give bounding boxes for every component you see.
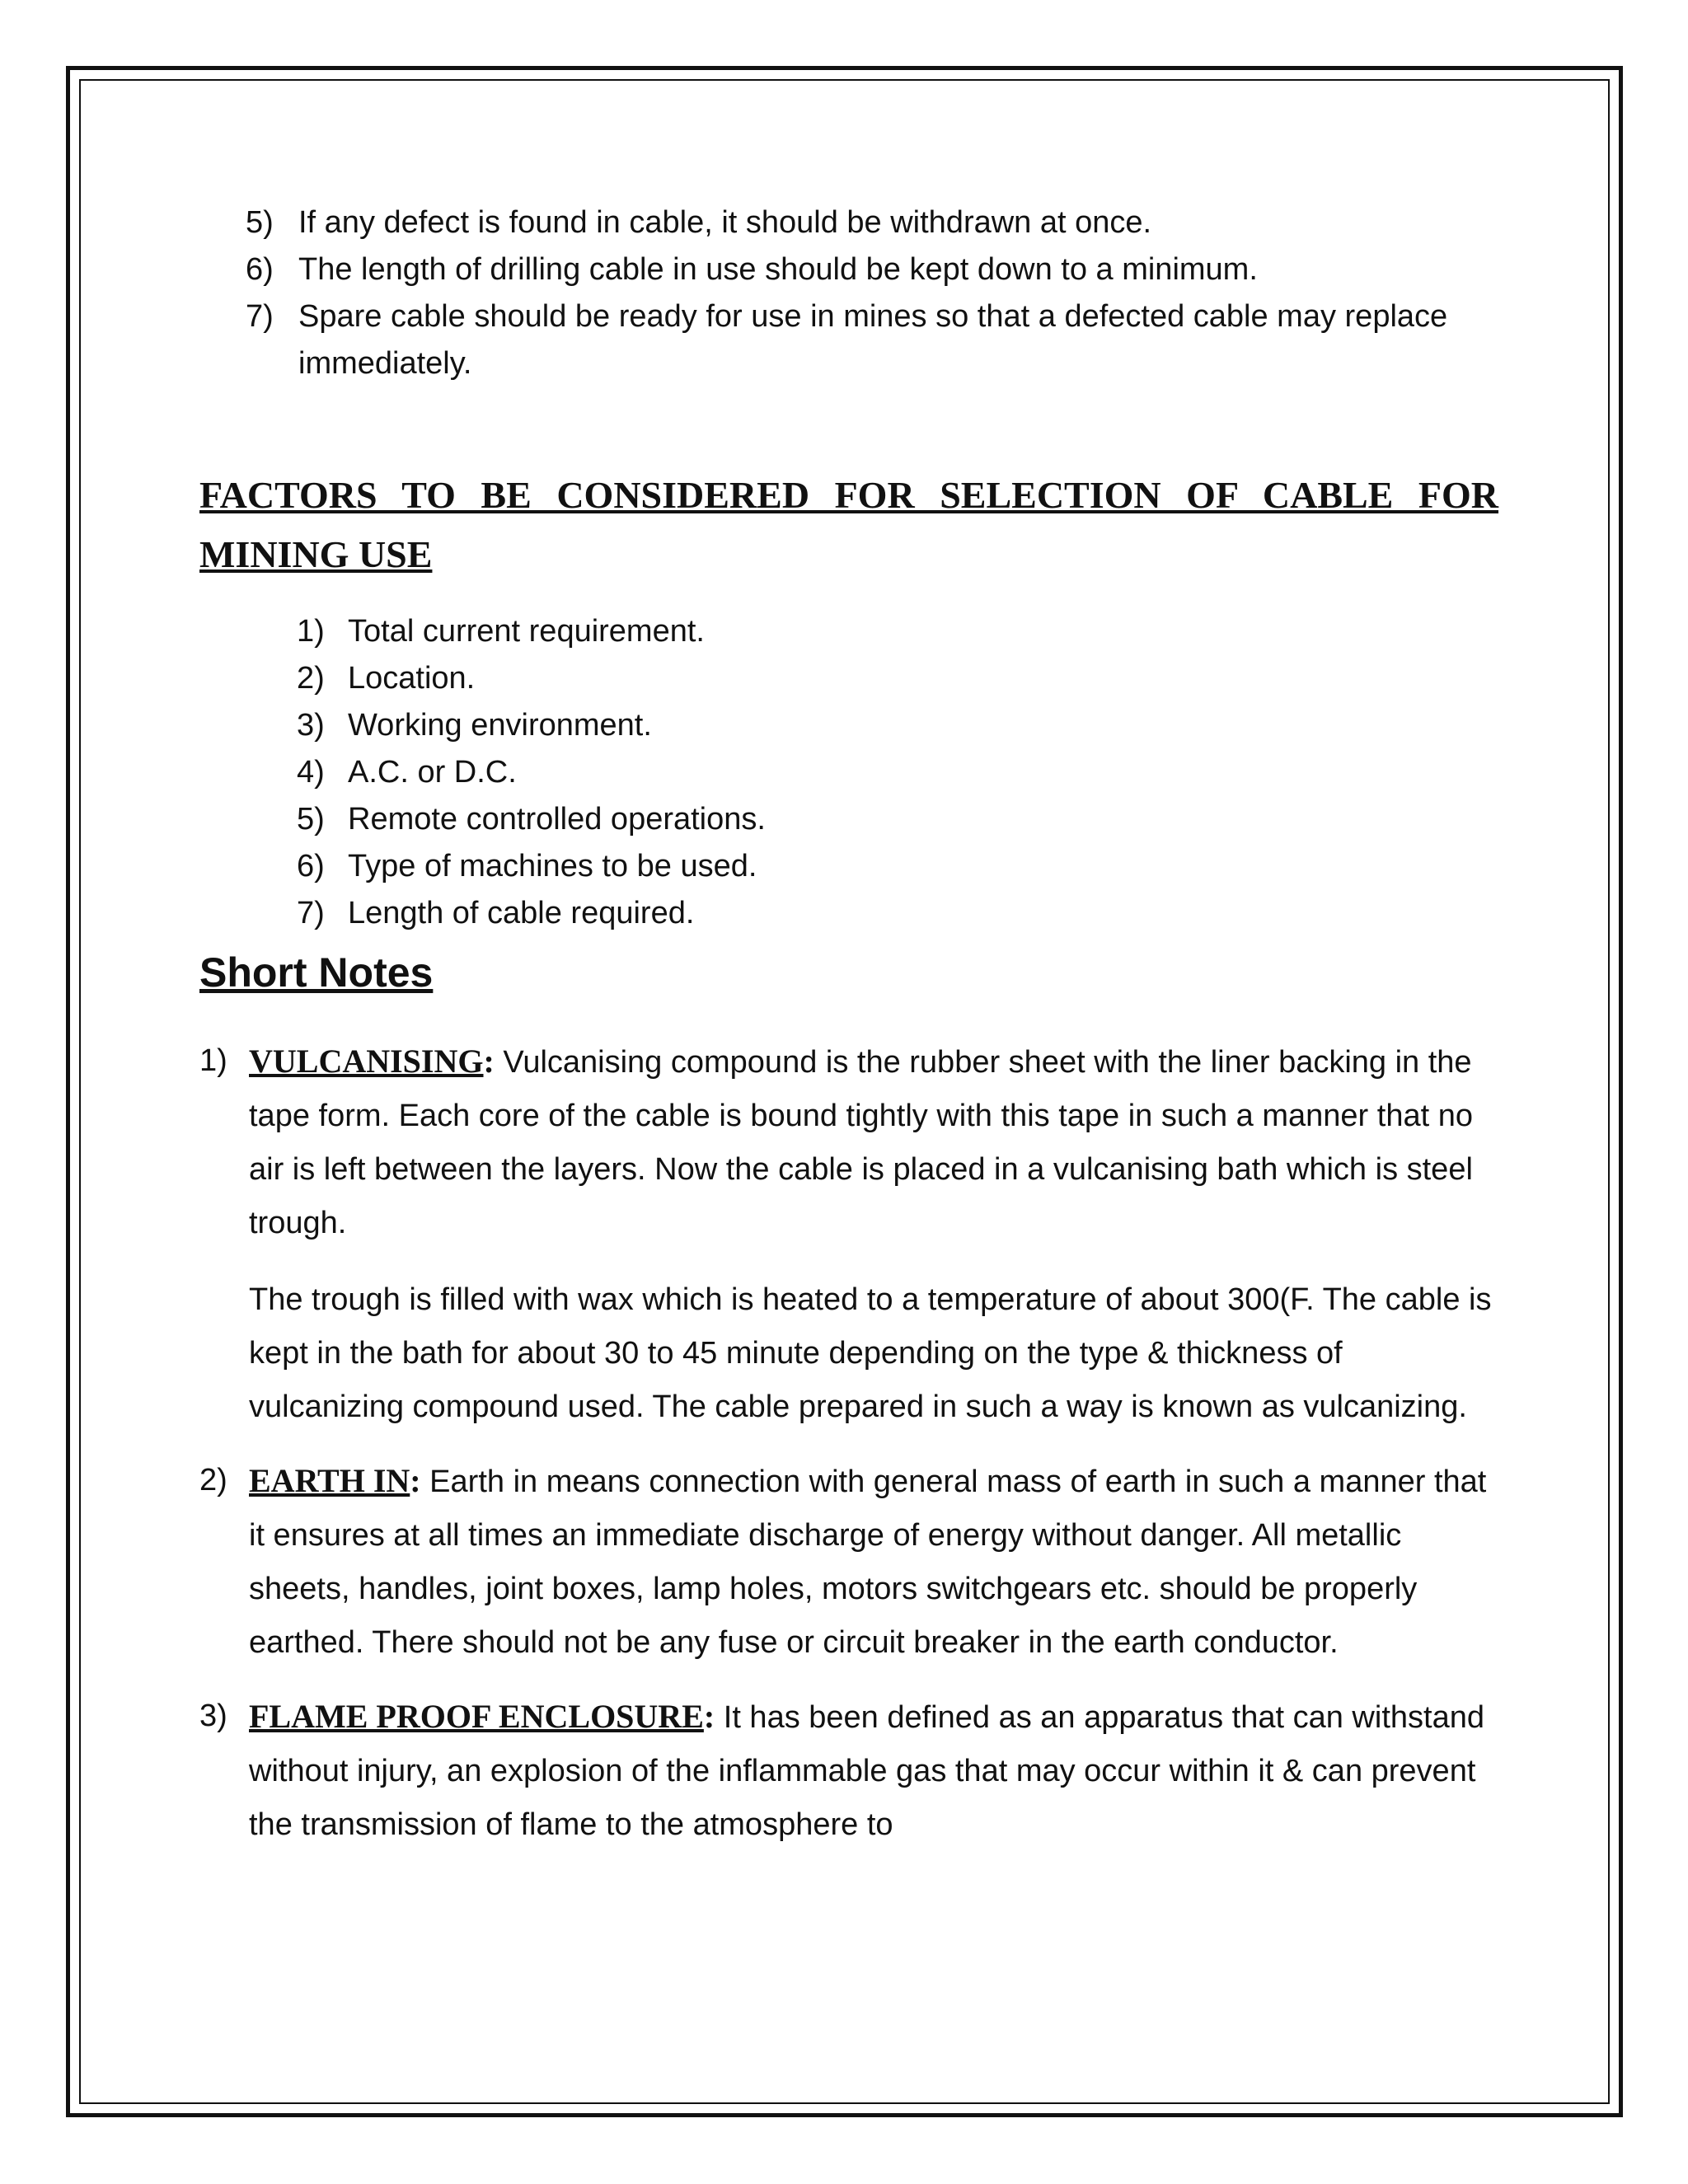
note-term: FLAME PROOF ENCLOSURE xyxy=(249,1698,704,1735)
list-item xyxy=(297,702,1286,749)
list-item-text: Length of cable required. xyxy=(348,896,695,930)
note-paragraph xyxy=(249,1690,1502,1852)
note-paragraph xyxy=(249,1454,1502,1670)
list-item-text: A.C. or D.C. xyxy=(348,755,517,790)
list-item xyxy=(246,246,1498,293)
list-number: 1) xyxy=(199,1043,227,1078)
list-number: 5) xyxy=(297,802,325,837)
list-number: 6) xyxy=(297,849,325,883)
note-colon: : xyxy=(703,1698,715,1735)
list-number: 3) xyxy=(297,708,325,743)
list-item-text: If any defect is found in cable, it should be withdrawn at once. xyxy=(298,205,1152,240)
note-paragraph: The trough is filled with wax which is heated to a temperature of about 300(F. The cable is kept in the bath for about 30 to 45 minute depending on the type & thickness of vulcanizing compound used. The cable prepared in such a way is known as vulcanizing. xyxy=(249,1282,1492,1424)
note-colon: : xyxy=(483,1043,495,1080)
list-item-text: Total current requirement. xyxy=(348,614,705,649)
list-item-text: Type of machines to be used. xyxy=(348,849,757,883)
section-heading: FACTORS TO BE CONSIDERED FOR SELECTION OF CABLE FOR MINING USE xyxy=(199,474,1498,575)
note-text: Vulcanising compound is the rubber sheet with the liner backing in the tape form. Each core of the cable is bound tightly with this tape in such a manner that no air is left between the layers. Now the cable is placed in a vulcanising bath which is steel trough. xyxy=(249,1045,1473,1240)
list-number: 6) xyxy=(246,252,274,287)
note-term: EARTH IN xyxy=(249,1462,410,1499)
note-item xyxy=(199,1034,1502,1434)
list-number: 5) xyxy=(246,205,274,240)
list-item xyxy=(297,890,1286,937)
list-number: 1) xyxy=(297,614,325,649)
note-text: It has been defined as an apparatus that can withstand without injury, an explosion of the inflammable gas that may occur within it & can prevent the transmission of flame to the atmosphere to xyxy=(249,1700,1484,1842)
short-notes-heading: Short Notes xyxy=(199,949,434,996)
note-item xyxy=(199,1690,1502,1852)
note-text: Earth in means connection with general mass of earth in such a manner that it ensures at all times an immediate discharge of energy without danger. All metallic sheets, handles, joint boxes, lamp holes, motors switchgears etc. should be properly earthed. There should not be any fuse or circuit breaker in the earth conductor. xyxy=(249,1465,1487,1660)
list-item xyxy=(246,293,1498,387)
list-number: 2) xyxy=(297,661,325,696)
list-item-text: Remote controlled operations. xyxy=(348,802,766,837)
factors-list xyxy=(297,608,1286,937)
list-item xyxy=(297,843,1286,890)
list-item xyxy=(297,608,1286,655)
list-item xyxy=(297,655,1286,702)
note-term: VULCANISING xyxy=(249,1043,484,1080)
list-number: 7) xyxy=(297,896,325,930)
note-item xyxy=(199,1454,1502,1670)
list-number: 3) xyxy=(199,1699,227,1733)
list-number: 4) xyxy=(297,755,325,790)
list-number: 2) xyxy=(199,1463,227,1497)
note-colon: : xyxy=(410,1462,421,1499)
note-paragraph xyxy=(249,1034,1502,1250)
list-number: 7) xyxy=(246,299,274,334)
list-item-text: The length of drilling cable in use should be kept down to a minimum. xyxy=(298,252,1258,287)
list-item-text: Location. xyxy=(348,661,476,696)
list-item-text: Spare cable should be ready for use in mines so that a defected cable may replace immediately. xyxy=(298,299,1448,381)
list-item-text: Working environment. xyxy=(348,708,652,743)
precautions-list-continued xyxy=(246,199,1498,387)
list-item xyxy=(297,749,1286,796)
list-item xyxy=(246,199,1498,246)
short-notes-list xyxy=(199,1034,1502,1872)
list-item xyxy=(297,796,1286,843)
